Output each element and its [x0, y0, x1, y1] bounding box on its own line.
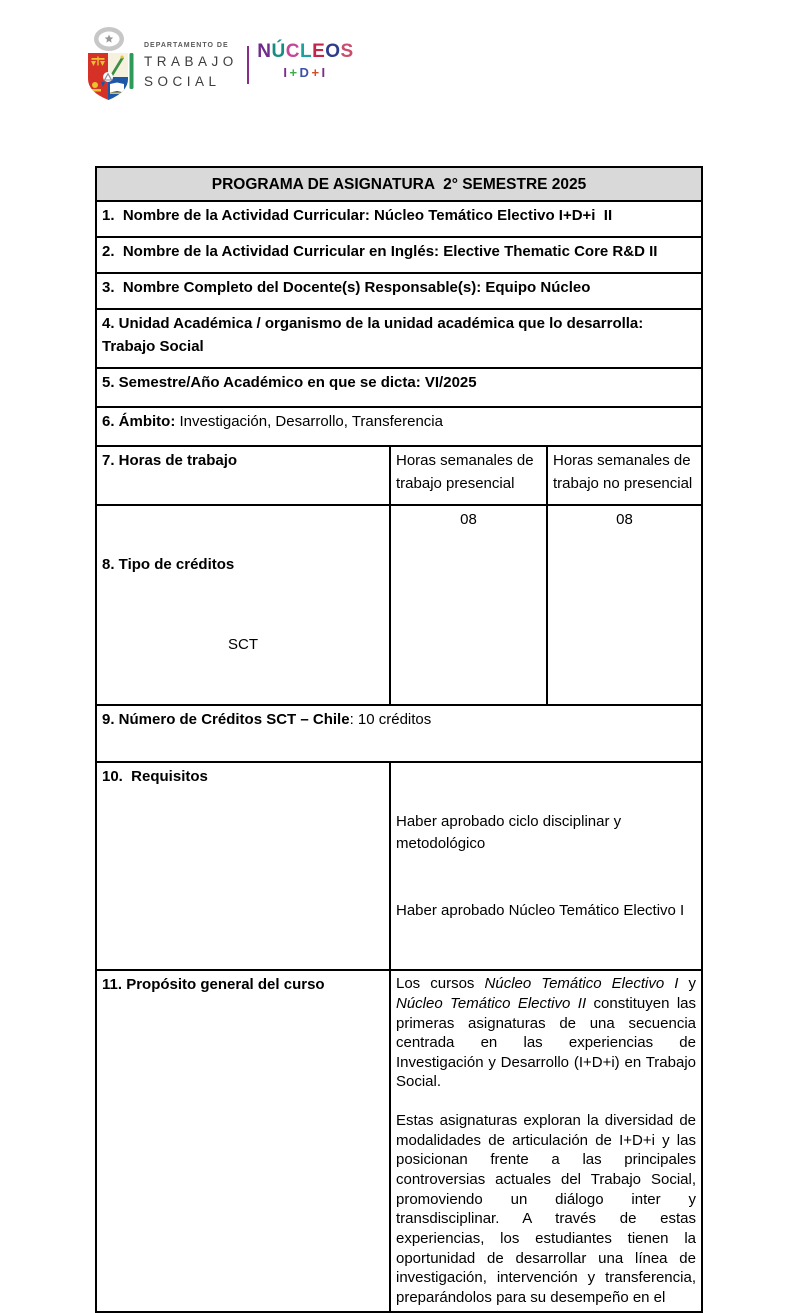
- department-name: [144, 26, 238, 89]
- row-5-text: 5. Semestre/Año Académico en que se dicta: VI/2025: [102, 374, 477, 391]
- nucleos-wordmark: NÚCLEOS: [257, 41, 354, 62]
- program-table: [95, 166, 703, 1313]
- table-title: PROGRAMA DE ASIGNATURA 2° SEMESTRE 2025: [211, 176, 587, 193]
- row-nombre-actividad: [97, 202, 701, 238]
- row-7-label: 7. Horas de trabajo: [97, 447, 391, 504]
- row-ambito: [97, 408, 701, 447]
- row-6-value: Investigación, Desarrollo, Transferencia: [175, 413, 443, 430]
- row-4-text: 4. Unidad Académica / organismo de la unidad académica que lo desarrolla: Trabajo Social: [102, 315, 648, 355]
- requirement-1: Haber aprobado ciclo disciplinar y metodológico: [396, 813, 626, 852]
- row-9-label: 9. Número de Créditos SCT – Chile: [102, 711, 350, 728]
- row-10-requirements: [391, 763, 701, 969]
- row-proposito-general: [97, 971, 701, 1310]
- row-semestre: [97, 369, 701, 408]
- row-unidad-academica: [97, 310, 701, 369]
- row-creditos-sct: [97, 706, 701, 763]
- row-nombre-ingles: [97, 238, 701, 274]
- row-docente-responsable: [97, 274, 701, 310]
- department-line-1: TRABAJO: [144, 54, 238, 69]
- row-8-left: [97, 506, 391, 704]
- row-9-value: : 10 créditos: [349, 711, 432, 728]
- row-tipo-creditos: [97, 506, 701, 706]
- university-crest-icon: [86, 26, 134, 102]
- row-6-text: [97, 408, 701, 445]
- nucleos-brand: [257, 26, 353, 80]
- purpose-paragraph-2: Estas asignaturas exploran la diversidad de modalidades de articulación de I+D+i y las posicionan frente a las principales controversias actuales del Trabajo Social, promoviendo un diálogo inter y transdisciplinar. A través de estas experiencias, los estudiantes tienen la oportunidad de desarrollar una línea de investigación, intervención y transferencia, preparándolos para su desempeño en el: [396, 1112, 696, 1306]
- row-2-text: 2. Nombre de la Actividad Curricular en Inglés: Elective Thematic Core R&D II: [102, 243, 658, 260]
- department-line-2: SOCIAL: [144, 74, 221, 89]
- row-9-text: [97, 706, 701, 761]
- row-1-text: 1. Nombre de la Actividad Curricular: Núcleo Temático Electivo I+D+i II: [102, 207, 613, 224]
- course-name-italic-2: Núcleo Temático Electivo II: [396, 994, 587, 1012]
- requirement-2: Haber aprobado Núcleo Temático Electivo I: [396, 901, 685, 919]
- idi-wordmark: I+D+I: [283, 64, 328, 80]
- row-8-sublabel: SCT: [228, 635, 258, 653]
- row-3-text: 3. Nombre Completo del Docente(s) Responsable(s): Equipo Núcleo: [102, 279, 591, 296]
- header-logo: [86, 26, 354, 102]
- row-7-col3: Horas semanales de trabajo no presencial: [553, 452, 695, 492]
- row-7-col2: Horas semanales de trabajo presencial: [391, 447, 548, 504]
- row-10-label: 10. Requisitos: [97, 763, 391, 969]
- department-small-label: DEPARTAMENTO DE: [144, 42, 229, 49]
- purpose-paragraph-1: Los cursos Núcleo Temático Electivo I y Núcleo Temático Electivo II constituyen las primeras asignaturas de una secuencia centrada en las experiencias de Investigación y Desarrollo (I+D+i) en Trabajo Social.: [396, 975, 696, 1091]
- row-8-hours-presencial: 08: [391, 506, 548, 704]
- row-11-label: 11. Propósito general del curso: [97, 971, 391, 1310]
- table-title-row: [97, 168, 701, 202]
- row-requisitos: [97, 763, 701, 971]
- row-6-label: 6. Ámbito:: [102, 413, 176, 430]
- logo-divider: [247, 46, 250, 84]
- row-8-hours-no-presencial: 08: [616, 511, 633, 528]
- row-horas-trabajo: [97, 447, 701, 506]
- paragraph-spacer: [396, 1092, 696, 1111]
- row-8-label: 8. Tipo de créditos: [102, 556, 235, 573]
- course-name-italic-1: Núcleo Temático Electivo I: [484, 975, 679, 993]
- row-11-purpose-text: [391, 971, 701, 1310]
